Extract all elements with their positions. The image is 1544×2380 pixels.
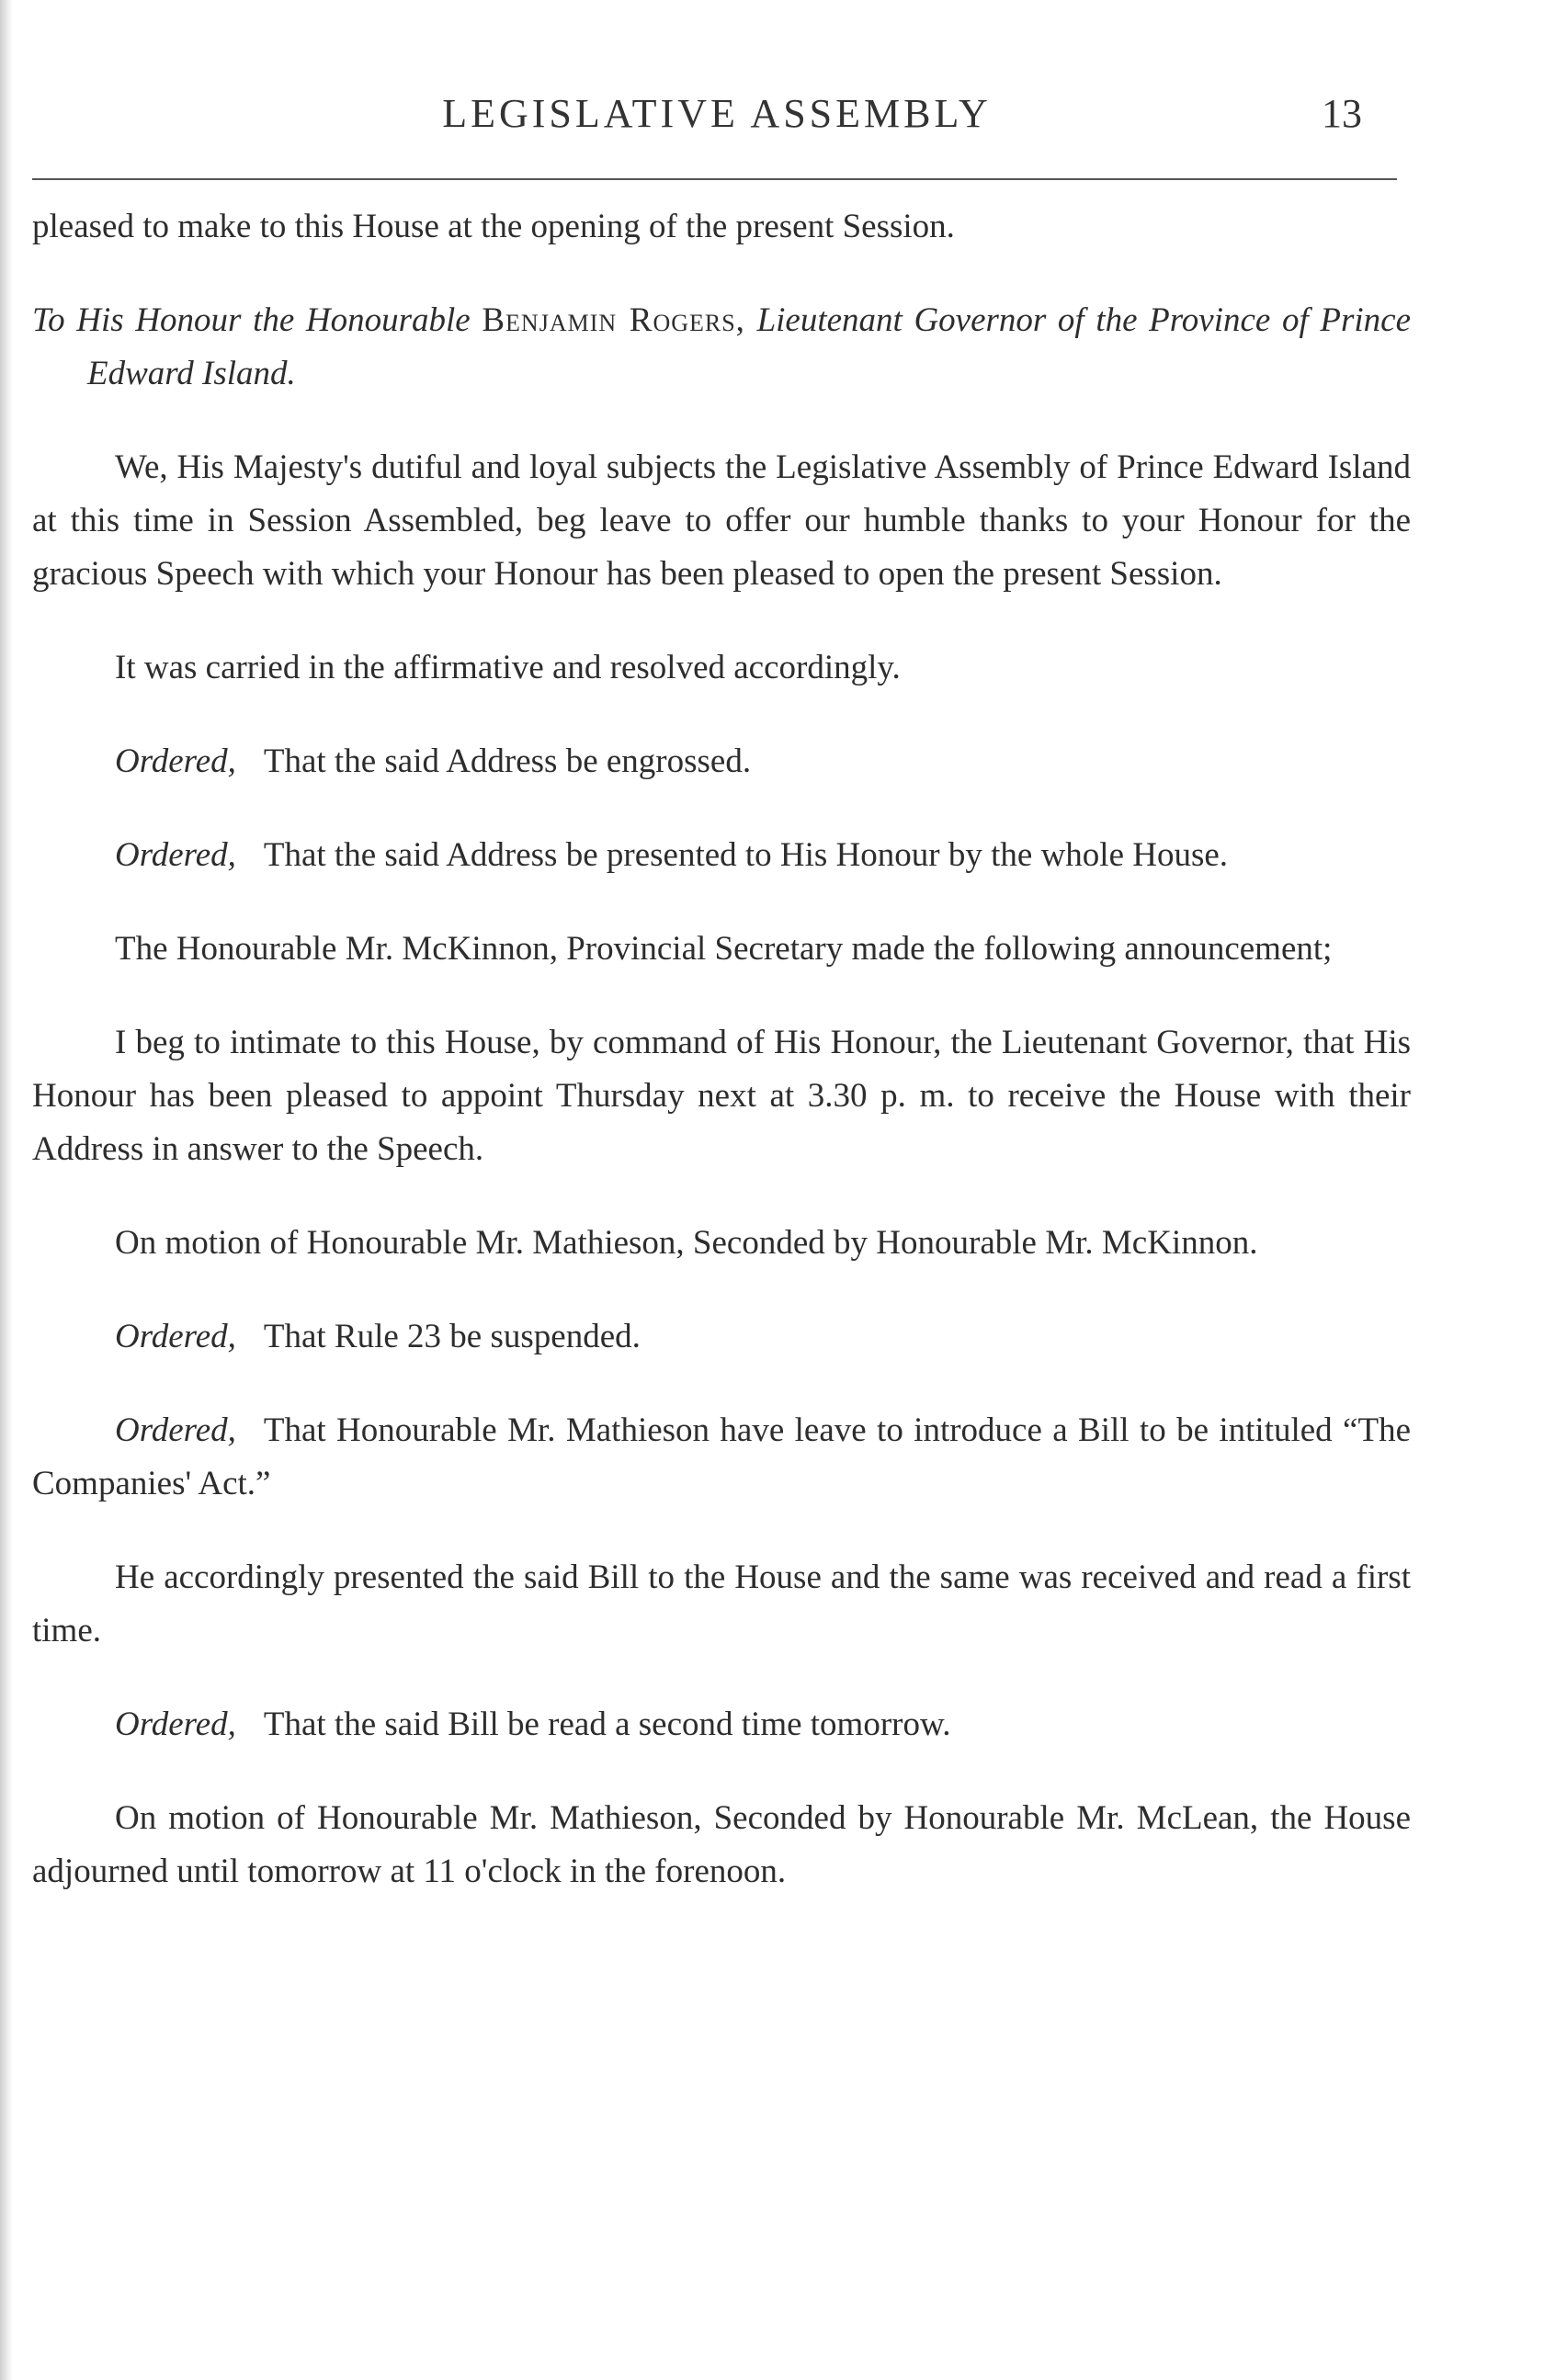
binding-edge	[0, 0, 13, 2380]
adjournment-paragraph: On motion of Honourable Mr. Mathieson, Seconded by Honourable Mr. McLean, the House adjourned until tomorrow at 11 o'clock in the forenoon.	[32, 1799, 1411, 1890]
paragraph-continued: pleased to make to this House at the opening of the present Session.	[32, 208, 955, 245]
bill-first-reading: He accordingly presented the said Bill to the House and the same was received and read a first time.	[32, 1558, 1411, 1649]
order-engrossed	[32, 735, 1411, 788]
order-text: That Rule 23 be suspended.	[263, 1318, 641, 1355]
running-title: LEGISLATIVE ASSEMBLY	[442, 91, 992, 136]
address-heading	[32, 294, 1411, 401]
resolution-carried: It was carried in the affirmative and resolved accordingly.	[115, 649, 901, 686]
body-text	[32, 200, 1411, 1939]
order-text: That the said Bill be read a second time tomorrow.	[263, 1706, 951, 1743]
order-rule-suspended	[32, 1310, 1411, 1364]
address-to: To His Honour the Honourable	[32, 301, 471, 339]
address-title: Lieutenant Governor of the Province of Prince Edward Island.	[87, 301, 1411, 392]
address-body: We, His Majesty's dutiful and loyal subjects the Legislative Assembly of Prince Edward Island at this time in Session Assembled, beg leave to offer our humble thanks to your Honour for the gracious Speech with which your Honour has been pleased to open the present Session.	[32, 448, 1411, 593]
announcement-intro: The Honourable Mr. McKinnon, Provincial Secretary made the following announcement;	[115, 930, 1333, 968]
order-bill-leave	[32, 1404, 1411, 1511]
running-head	[0, 90, 1544, 164]
order-text: That Honourable Mr. Mathieson have leave to introduce a Bill to be intituled “The Companies' Act.”	[32, 1411, 1411, 1502]
motion-paragraph: On motion of Honourable Mr. Mathieson, Seconded by Honourable Mr. McKinnon.	[115, 1224, 1258, 1262]
page-number: 13	[1322, 91, 1362, 136]
order-text: That the said Address be presented to His Honour by the whole House.	[263, 836, 1229, 874]
ordered-label: Ordered,	[115, 1706, 236, 1743]
ordered-label: Ordered,	[115, 742, 236, 780]
ordered-label: Ordered,	[115, 836, 236, 874]
ordered-label: Ordered,	[115, 1411, 236, 1449]
announcement-text: I beg to intimate to this House, by command of His Honour, the Lieutenant Governor, that His Honour has been pleased to appoint Thursday next at 3.30 p. m. to receive the House with their Address in answer to the Speech.	[32, 1024, 1411, 1168]
header-rule	[32, 178, 1397, 180]
order-presented	[32, 829, 1411, 882]
address-name: Benjamin Rogers,	[482, 301, 745, 339]
order-text: That the said Address be engrossed.	[263, 742, 752, 780]
ordered-label: Ordered,	[115, 1318, 236, 1355]
order-second-reading	[32, 1698, 1411, 1751]
